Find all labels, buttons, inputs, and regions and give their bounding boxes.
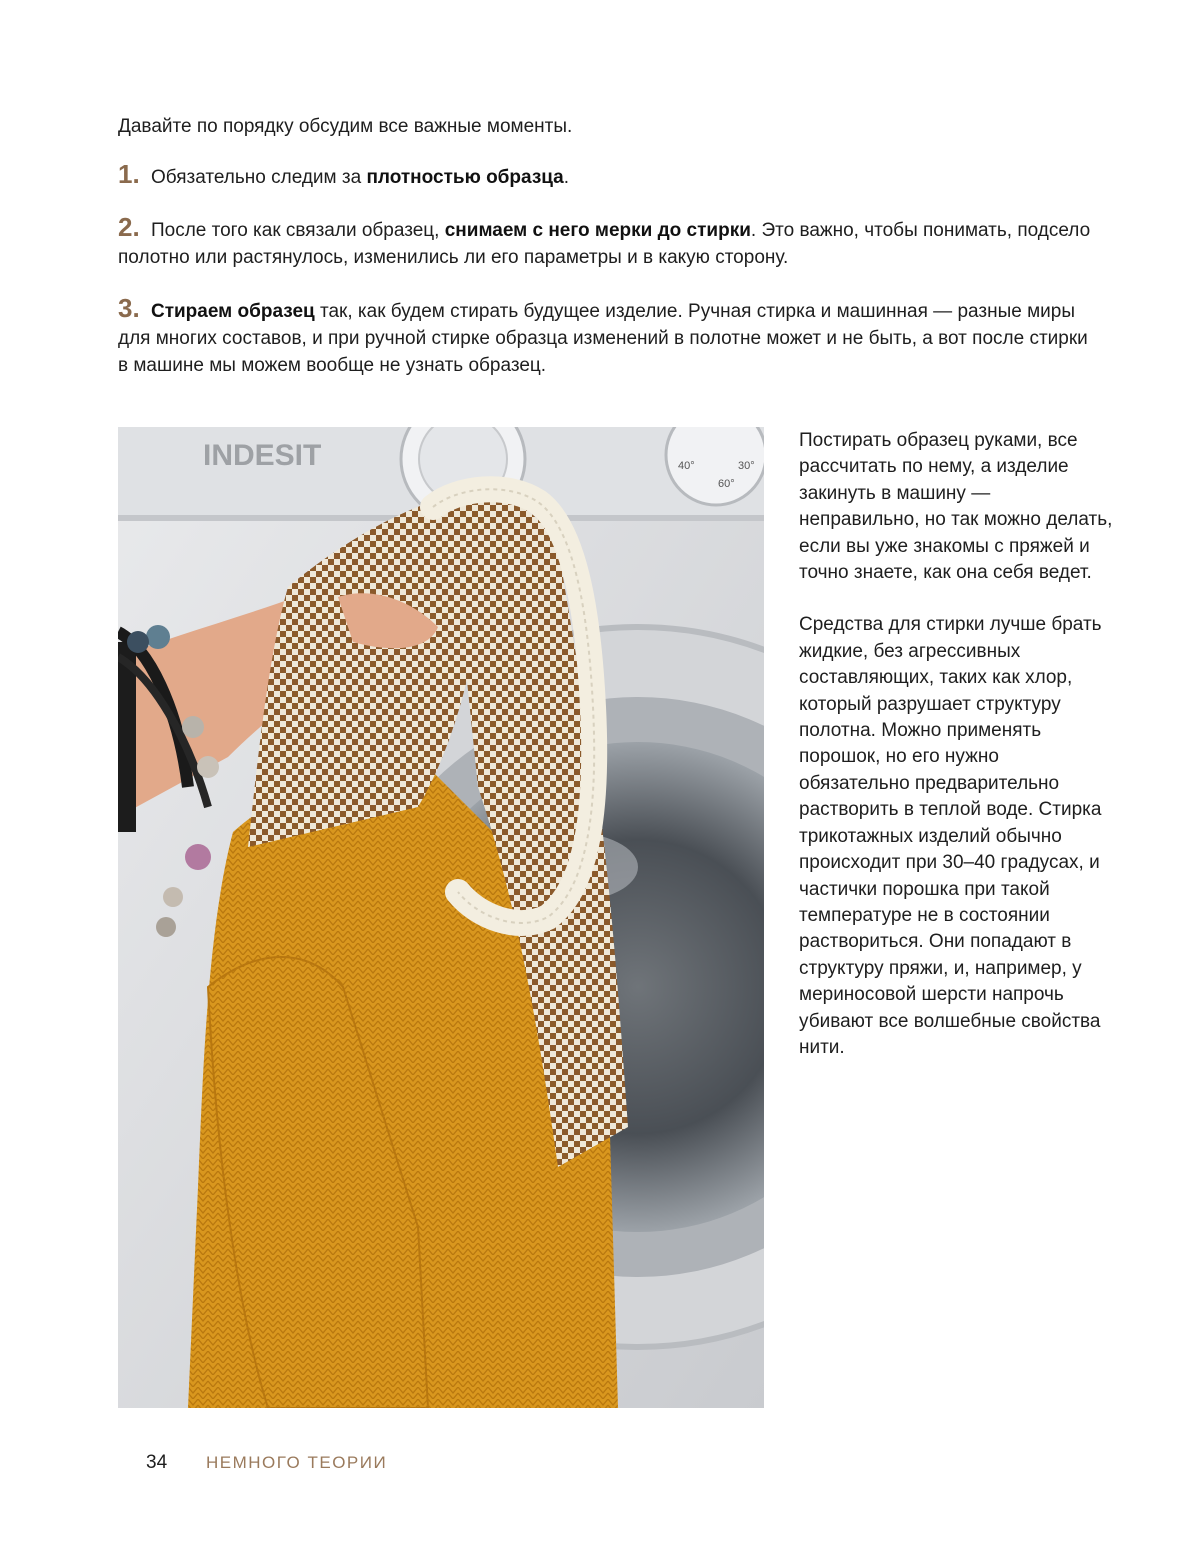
item-text: После того как связали образец, bbox=[150, 220, 445, 241]
item-number: 1. bbox=[118, 159, 140, 189]
page-number: 34 bbox=[146, 1452, 168, 1473]
item-number: 3. bbox=[118, 293, 140, 323]
sidebar-paragraph: Постирать образец руками, все рассчитать по нему, а изделие закинуть в машину — неправильно, но так можно делать, если вы уже знакомы с пряжей и точно знаете, как она себя ведет. bbox=[799, 430, 1113, 584]
section-title: НЕМНОГО ТЕОРИИ bbox=[206, 1453, 388, 1472]
dial-label: 40° bbox=[678, 460, 695, 472]
washing-machine-photo bbox=[118, 427, 764, 1408]
brand-label: INDESIT bbox=[203, 439, 322, 472]
dial-label: 30° bbox=[738, 460, 755, 472]
item-number: 2. bbox=[118, 212, 140, 242]
item-text: . Это важно, чтобы понимать, подсело полотно или растянулось, изменились ли его параметры и в какую сторону. bbox=[118, 220, 1091, 268]
sidebar-text bbox=[799, 428, 1114, 1061]
dial-label: 60° bbox=[718, 478, 735, 490]
item-text: так, как будем стирать будущее изделие. Ручная стирка и машинная — разные миры для многих составов, и при ручной стирке образца изменений в полотне может и не быть, а вот после стирки в машине мы можем вообще не узнать образец. bbox=[118, 301, 1088, 376]
item-bold: плотностью образца bbox=[366, 167, 564, 188]
item-bold: Стираем образец bbox=[150, 301, 315, 322]
list-item-3 bbox=[118, 295, 1103, 379]
dial-label: 8 bbox=[503, 483, 511, 498]
item-text: Обязательно следим за bbox=[150, 167, 367, 188]
sidebar-paragraph: Средства для стирки лучше брать жидкие, без агрессивных составляющих, таких как хлор, который разрушает структуру полотна. Можно применять порошок, но его нужно обязательно предварительно растворить в теплой воде. Стирка трикотажных изделий обычно происходит при 30–40 градусах, и частички порошка при такой температуре не в состоянии раствориться. Они попадают в структуру пряжи, и, например, у мериносовой шерсти напрочь убивают все волшебные свойства нити. bbox=[799, 614, 1102, 1058]
item-bold: снимаем с него мерки до стирки bbox=[444, 220, 751, 241]
list-item-2 bbox=[118, 214, 1103, 271]
intro-text: Давайте по порядку обсудим все важные моменты. bbox=[118, 116, 573, 137]
item-text: . bbox=[563, 167, 570, 188]
list-item-1 bbox=[118, 161, 1103, 191]
